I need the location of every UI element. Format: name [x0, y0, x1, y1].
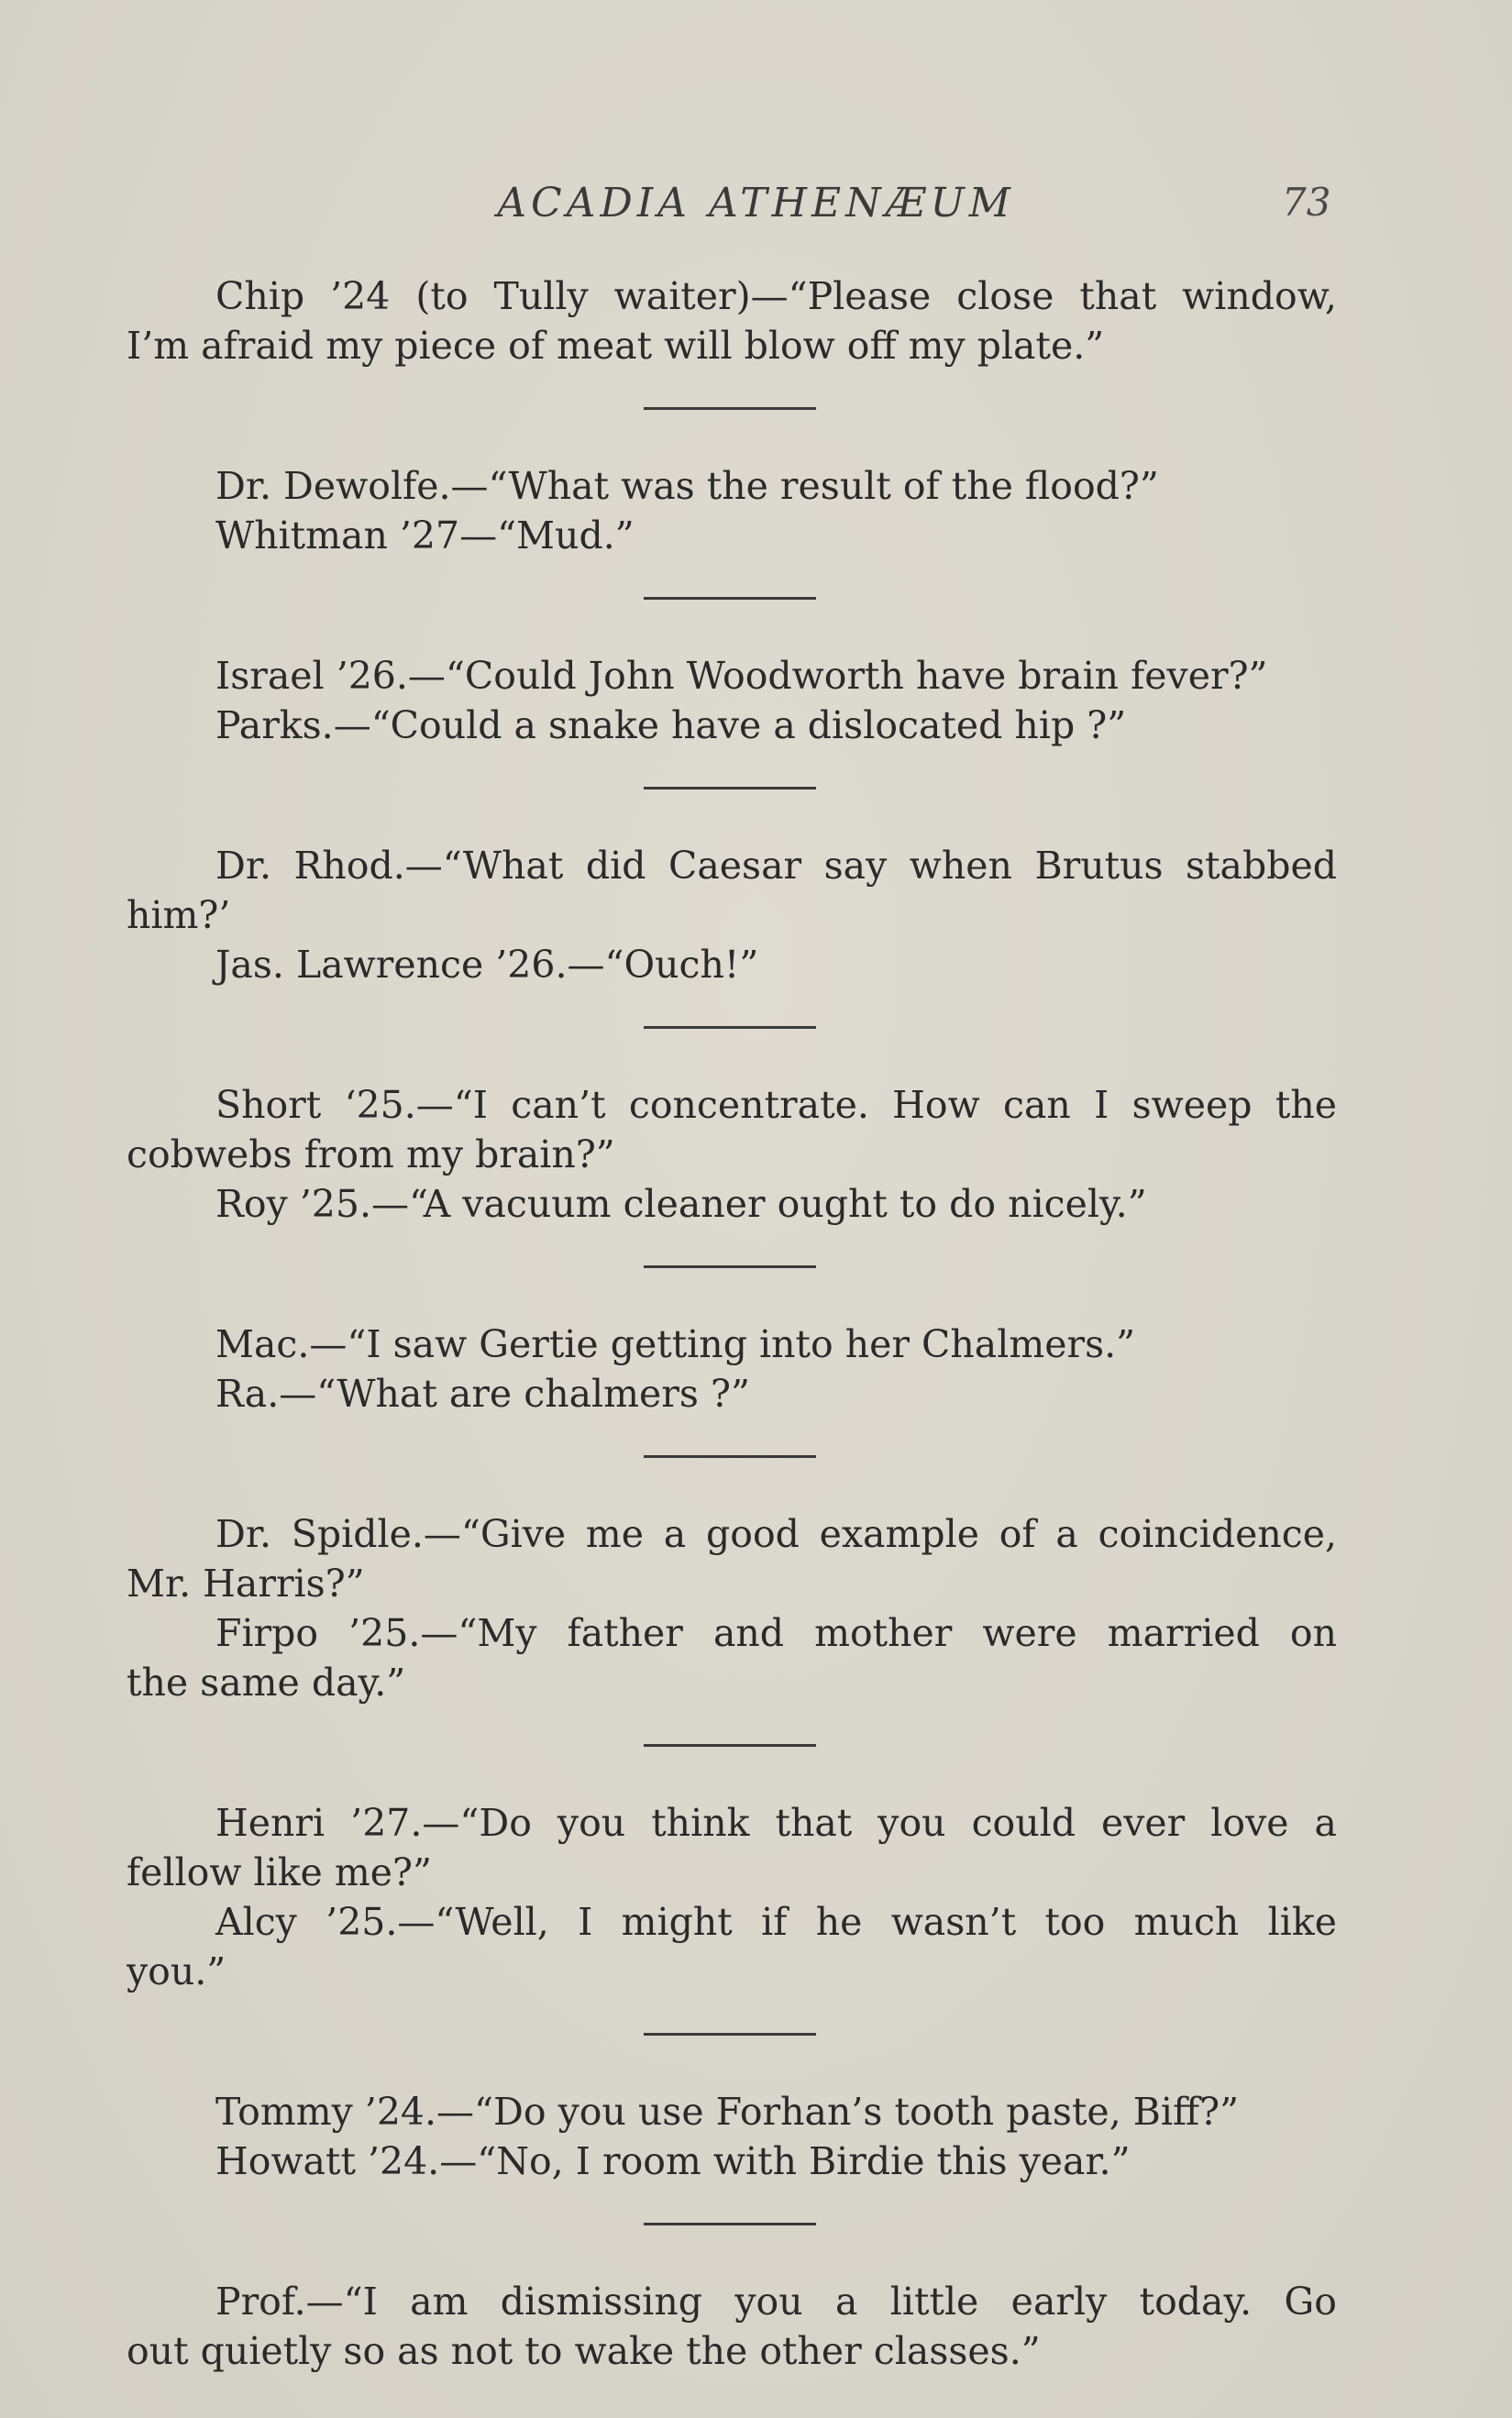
joke-line: Dr. Spidle.—“Give me a good example of a coincidence,	[215, 1512, 1337, 1556]
joke-line: Dr. Rhod.—“What did Caesar say when Brutus stabbed	[215, 844, 1337, 888]
joke-line: Whitman ’27—“Mud.”	[215, 513, 635, 558]
joke-line: Israel ’26.—“Could John Woodworth have brain fever?”	[215, 654, 1268, 698]
separator-rule	[644, 2033, 816, 2036]
joke-line: Jas. Lawrence ’26.—“Ouch!”	[215, 943, 759, 987]
separator-rule	[644, 2223, 816, 2225]
joke-line: Dr. Dewolfe.—“What was the result of the flood?”	[215, 464, 1159, 508]
joke-line: I’m afraid my piece of meat will blow off my plate.”	[127, 324, 1105, 368]
joke-line: Howatt ’24.—“No, I room with Birdie this year.”	[215, 2139, 1131, 2183]
joke-line: Henri ’27.—“Do you think that you could ever love a	[215, 1801, 1337, 1845]
joke-item	[127, 651, 1337, 750]
joke-item	[127, 1509, 1337, 1707]
joke-line: you.”	[127, 1949, 226, 1993]
jokes-column	[127, 271, 1337, 2376]
joke-line: Prof.—“I am dismissing you a little early today. Go	[215, 2280, 1337, 2324]
joke-line: Ra.—“What are chalmers ?”	[215, 1372, 750, 1416]
joke-line: Alcy ’25.—“Well, I might if he wasn’t too much like	[215, 1900, 1337, 1944]
joke-line: Mr. Harris?”	[127, 1562, 365, 1606]
page-header	[0, 180, 1512, 235]
joke-line: Tommy ’24.—“Do you use Forhan’s tooth paste, Biff?”	[215, 2090, 1240, 2134]
joke-line: Chip ’24 (to Tully waiter)—“Please close that window,	[215, 274, 1337, 318]
separator-rule	[644, 597, 816, 600]
joke-line: out quietly so as not to wake the other classes.”	[127, 2329, 1041, 2373]
joke-line: the same day.”	[127, 1661, 406, 1705]
joke-item	[127, 2087, 1337, 2186]
separator-rule	[644, 407, 816, 410]
joke-line: Roy ’25.—“A vacuum cleaner ought to do nicely.”	[215, 1182, 1147, 1226]
joke-line: fellow like me?”	[127, 1850, 432, 1894]
joke-line: Short ‘25.—“I can’t concentrate. How can I sweep the	[215, 1083, 1337, 1127]
joke-line: Parks.—“Could a snake have a dislocated hip ?”	[215, 703, 1127, 747]
running-title: ACADIA ATHENÆUM	[497, 180, 1015, 226]
joke-item	[127, 2277, 1337, 2376]
separator-rule	[644, 1455, 816, 1458]
joke-line: him?’	[127, 893, 231, 937]
separator-rule	[644, 1744, 816, 1747]
joke-line: Firpo ’25.—“My father and mother were married on	[215, 1611, 1337, 1655]
separator-rule	[644, 1026, 816, 1029]
joke-item	[127, 271, 1337, 370]
separator-rule	[644, 1265, 816, 1268]
joke-item	[127, 841, 1337, 989]
separator-rule	[644, 787, 816, 789]
joke-item	[127, 1798, 1337, 1996]
joke-line: Mac.—“I saw Gertie getting into her Chalmers.”	[215, 1322, 1136, 1366]
joke-line: cobwebs from my brain?”	[127, 1132, 615, 1176]
page-number: 73	[1282, 180, 1331, 225]
joke-item	[127, 1080, 1337, 1229]
joke-item	[127, 1319, 1337, 1419]
joke-item	[127, 461, 1337, 560]
